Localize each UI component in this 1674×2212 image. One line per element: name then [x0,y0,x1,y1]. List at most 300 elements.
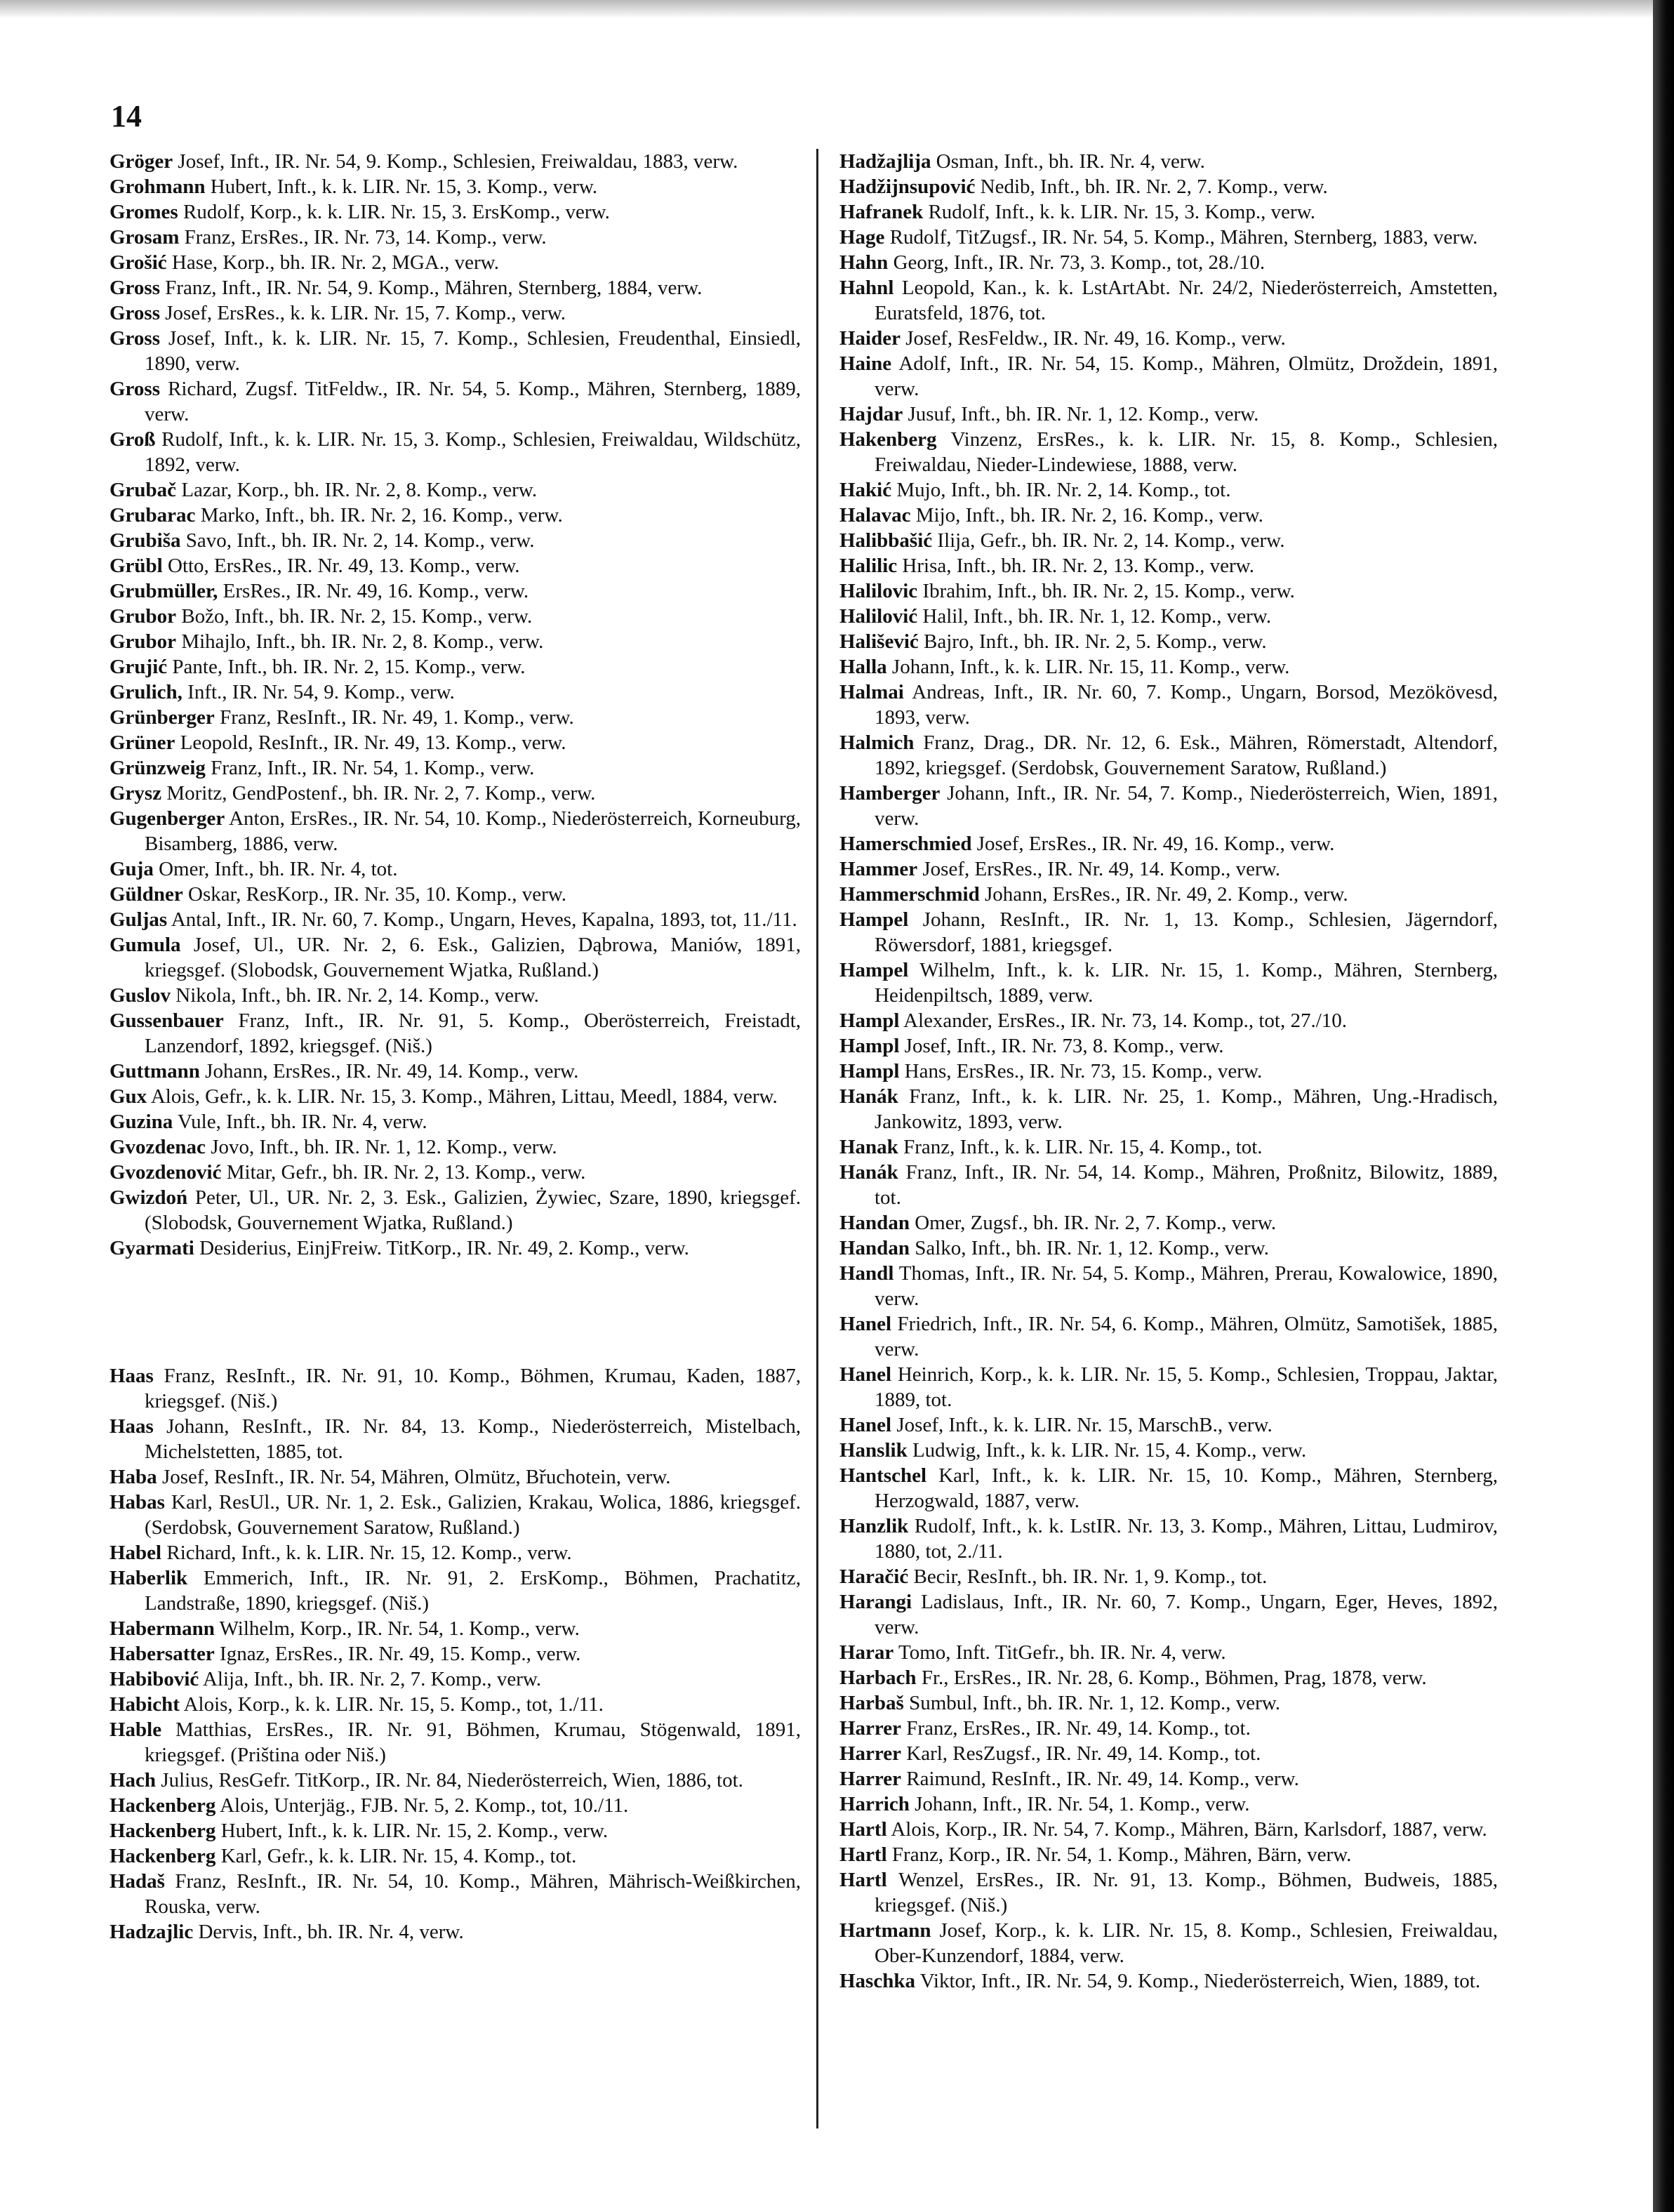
entry-details: Josef, Inft., IR. Nr. 54, 9. Komp., Schlesien, Freiwaldau, 1883, verw. [178,150,738,173]
register-entry [109,730,801,755]
register-entry [109,1185,801,1236]
entry-surname: Hampl [839,1035,900,1057]
register-entry [839,1008,1498,1033]
entry-surname: Grubor [109,630,177,653]
register-entry [839,149,1498,174]
entry-surname: Halavac [839,504,911,526]
register-entry [109,1667,801,1692]
entry-details: Savo, Inft., bh. IR. Nr. 2, 14. Komp., verw. [185,529,535,552]
entry-surname: Güldner [109,883,183,906]
register-entry [839,402,1498,427]
entry-details: Julius, ResGefr. TitKorp., IR. Nr. 84, Niederösterreich, Wien, 1886, tot. [161,1769,743,1792]
entry-details: Franz, Inft., IR. Nr. 54, 1. Komp., verw. [211,757,535,779]
entry-details: Franz, ResInft., IR. Nr. 49, 1. Komp., verw. [220,706,574,729]
entry-details: Johann, Inft., IR. Nr. 54, 1. Komp., verw. [915,1793,1250,1815]
register-entry [109,1008,801,1059]
entry-surname: Halilović [839,605,918,628]
entry-details: Josef, ResFeldw., IR. Nr. 49, 16. Komp., verw. [905,327,1286,350]
register-entry [109,1818,801,1843]
entry-surname: Halmich [839,731,915,754]
left-column [109,149,801,1945]
register-entry [109,1084,801,1109]
register-entry [109,983,801,1008]
entry-surname: Halilic [839,555,898,577]
register-entry [839,1792,1498,1817]
entry-surname: Habicht [109,1693,180,1716]
register-entry [839,1640,1498,1665]
entry-details: Ludwig, Inft., k. k. LIR. Nr. 15, 4. Komp., verw. [912,1439,1307,1462]
entry-details: Hase, Korp., bh. IR. Nr. 2, MGA., verw. [171,251,499,274]
entry-surname: Grubač [109,479,177,501]
register-entry [109,1109,801,1134]
register-entry [839,604,1498,629]
entry-surname: Hampl [839,1060,900,1082]
entry-details: Richard, Inft., k. k. LIR. Nr. 15, 12. Komp., verw. [166,1542,572,1564]
entry-surname: Gross [109,378,160,400]
entry-surname: Haberlik [109,1567,188,1589]
entry-details: Božo, Inft., bh. IR. Nr. 2, 15. Komp., verw. [181,605,533,628]
entry-surname: Hampel [839,959,909,981]
register-entry [839,528,1498,553]
register-entry [109,528,801,553]
register-entry [109,1565,801,1616]
entry-details: Emmerich, Inft., IR. Nr. 91, 2. ErsKomp., Böhmen, Prachatitz, Landstraße, 1890, kriegsgef. (Niš.) [145,1567,802,1615]
entry-surname: Hadaš [109,1870,165,1893]
register-entry [109,932,801,983]
register-entry [109,553,801,578]
register-entry [109,1540,801,1565]
entry-details: Lazar, Korp., bh. IR. Nr. 2, 8. Komp., verw. [181,479,538,501]
entry-details: Franz, ErsRes., IR. Nr. 73, 14. Komp., verw. [184,226,547,249]
entry-details: Franz, ResInft., IR. Nr. 54, 10. Komp., Mähren, Mährisch-Weißkirchen, Rouska, verw. [145,1870,802,1918]
entry-surname: Hanel [839,1313,892,1335]
entry-surname: Gross [109,327,160,350]
entry-details: Alois, Unterjäg., FJB. Nr. 5, 2. Komp., tot, 10./11. [220,1794,629,1817]
entry-details: Mijo, Inft., bh. IR. Nr. 2, 16. Komp., verw. [915,504,1263,526]
register-entry [839,503,1498,528]
register-entry [109,1641,801,1667]
register-entry [839,1741,1498,1766]
entry-surname: Hakić [839,479,892,501]
entry-surname: Guzina [109,1111,173,1133]
register-entry [109,781,801,806]
entry-surname: Halibbašić [839,529,933,552]
register-entry [839,225,1498,250]
entry-details: Omer, Inft., bh. IR. Nr. 4, tot. [159,858,398,880]
scan-top-shadow [0,0,1674,18]
entry-surname: Harrich [839,1793,910,1815]
entry-details: Josef, ResInft., IR. Nr. 54, Mähren, Olmütz, Břuchotein, verw. [161,1466,671,1488]
entry-surname: Guja [109,858,154,880]
entry-surname: Grubor [109,605,177,628]
entry-details: Franz, Korp., IR. Nr. 54, 1. Komp., Mähren, Bärn, verw. [891,1843,1352,1866]
register-entry [109,250,801,275]
entry-surname: Hammer [839,858,918,880]
register-entry [109,629,801,654]
entry-surname: Hadzajlic [109,1921,194,1943]
entry-details: Moritz, GendPostenf., bh. IR. Nr. 2, 7. Komp., verw. [166,782,596,804]
register-entry [109,705,801,730]
register-entry [839,427,1498,477]
register-entry [109,578,801,604]
entry-details: Mitar, Gefr., bh. IR. Nr. 2, 13. Komp., verw. [226,1161,586,1184]
entry-details: Karl, ResZugsf., IR. Nr. 49, 14. Komp., tot. [906,1742,1261,1765]
register-entry [109,1919,801,1945]
register-entry [109,1843,801,1869]
entry-details: Franz, Inft., k. k. LIR. Nr. 15, 4. Komp., tot. [903,1136,1263,1158]
register-entry [839,1842,1498,1867]
register-entry [109,1464,801,1490]
register-entry [839,351,1498,402]
entry-surname: Grubiša [109,529,181,552]
entry-surname: Hartmann [839,1919,931,1942]
entry-details: Josef, ErsRes., IR. Nr. 49, 14. Komp., verw. [922,858,1280,880]
register-entry [839,629,1498,654]
register-entry [839,1362,1498,1412]
entry-surname: Hanák [839,1161,898,1184]
register-entry [109,477,801,503]
entry-details: Heinrich, Korp., k. k. LIR. Nr. 15, 5. Komp., Schlesien, Troppau, Jaktar, 1889, tot. [875,1363,1499,1411]
register-entry [109,149,801,174]
entry-surname: Haračić [839,1565,909,1588]
entry-surname: Hartl [839,1869,887,1891]
entry-surname: Grulich, [109,681,182,703]
entry-details: Hans, ErsRes., IR. Nr. 73, 15. Komp., verw. [904,1060,1263,1082]
entry-surname: Haas [109,1415,154,1438]
entry-surname: Halla [839,656,887,678]
entry-details: Johann, Inft., IR. Nr. 54, 7. Komp., Niederösterreich, Wien, 1891, verw. [875,782,1499,830]
entry-surname: Groß [109,428,156,451]
entry-details: Rudolf, Inft., k. k. LstIR. Nr. 13, 3. Komp., Mähren, Littau, Ludmirov, 1880, tot, 2./11. [875,1515,1498,1563]
entry-details: Wilhelm, Inft., k. k. LIR. Nr. 15, 1. Komp., Mähren, Sternberg, Heidenpiltsch, 1889, verw. [875,959,1498,1007]
register-entry [839,553,1498,578]
entry-surname: Hamberger [839,782,941,804]
register-entry [839,578,1498,604]
entry-surname: Grübl [109,555,163,577]
entry-details: Vinzenz, ErsRes., k. k. LIR. Nr. 15, 8. Komp., Schlesien, Freiwaldau, Nieder-Lindewiese, 1888, verw. [875,428,1498,476]
register-entry [109,1869,801,1919]
register-entry [839,1236,1498,1261]
register-entry [839,1716,1498,1741]
entry-surname: Hahnl [839,277,894,299]
register-entry [839,1690,1498,1716]
entry-details: Anton, ErsRes., IR. Nr. 54, 10. Komp., Niederösterreich, Korneuburg, Bisamberg, 1886, verw. [145,807,801,855]
entry-details: Osman, Inft., bh. IR. Nr. 4, verw. [936,150,1205,173]
register-entry [839,907,1498,958]
register-entry [839,1918,1498,1968]
entry-details: Hrisa, Inft., bh. IR. Nr. 2, 13. Komp., verw. [902,555,1254,577]
entry-surname: Hafranek [839,201,924,223]
register-entry [839,781,1498,831]
entry-surname: Hartl [839,1818,887,1841]
register-entry [109,199,801,225]
entry-surname: Handan [839,1237,910,1259]
register-entry [109,1717,801,1768]
register-entry [839,1033,1498,1059]
register-entry [109,427,801,477]
entry-surname: Gwizdoń [109,1186,188,1209]
entry-details: Hubert, Inft., k. k. LIR. Nr. 15, 3. Komp., verw. [210,175,598,198]
entry-details: Josef, Ul., UR. Nr. 2, 6. Esk., Galizien, Dąbrowa, Maniów, 1891, kriegsgef. (Slobodsk, Gouvernement Wjatka, Rußland.) [145,934,801,981]
entry-surname: Hampel [839,908,909,931]
register-entry [839,958,1498,1008]
entry-details: Karl, Gefr., k. k. LIR. Nr. 15, 4. Komp., tot. [220,1845,577,1867]
entry-details: ErsRes., IR. Nr. 49, 16. Komp., verw. [222,580,529,602]
register-entry [109,1616,801,1641]
register-entry [109,604,801,629]
entry-details: Josef, ErsRes., IR. Nr. 49, 16. Komp., verw. [976,833,1335,855]
register-entry [109,1363,801,1414]
entry-details: Mihajlo, Inft., bh. IR. Nr. 2, 8. Komp., verw. [181,630,544,653]
register-entry [839,1766,1498,1792]
entry-surname: Hajdar [839,403,903,425]
register-entry [109,882,801,907]
entry-details: Josef, Inft., IR. Nr. 73, 8. Komp., verw. [904,1035,1224,1057]
entry-surname: Habel [109,1542,162,1564]
entry-details: Richard, Zugsf. TitFeldw., IR. Nr. 54, 5. Komp., Mähren, Sternberg, 1889, verw. [145,378,802,425]
register-entry [109,654,801,680]
entry-details: Franz, Inft., k. k. LIR. Nr. 25, 1. Komp., Mähren, Ung.-Hradisch, Jankowitz, 1893, verw. [875,1085,1498,1133]
entry-details: Alois, Korp., k. k. LIR. Nr. 15, 5. Komp., tot, 1./11. [183,1693,604,1716]
entry-details: Thomas, Inft., IR. Nr. 54, 5. Komp., Mähren, Prerau, Kowalowice, 1890, verw. [875,1262,1498,1310]
entry-surname: Haas [109,1365,154,1387]
entry-surname: Gromes [109,201,178,223]
entry-surname: Hackenberg [109,1845,216,1867]
entry-details: Otto, ErsRes., IR. Nr. 49, 13. Komp., verw. [168,555,520,577]
entry-details: Omer, Zugsf., bh. IR. Nr. 2, 7. Komp., verw. [915,1212,1277,1234]
register-entry [839,730,1498,781]
register-entry [109,300,801,326]
entry-details: Ignaz, ErsRes., IR. Nr. 49, 15. Komp., verw. [220,1643,581,1665]
entry-details: Franz, ErsRes., IR. Nr. 49, 14. Komp., tot. [906,1717,1251,1740]
entry-details: Franz, Inft., IR. Nr. 54, 9. Komp., Mähren, Sternberg, 1884, verw. [165,277,703,299]
register-entry [839,477,1498,503]
entry-surname: Hackenberg [109,1820,216,1842]
register-entry [839,1589,1498,1640]
register-entry [839,1968,1498,1994]
entry-surname: Hage [839,226,885,249]
entry-surname: Hable [109,1718,162,1741]
entry-surname: Gumula [109,934,181,956]
register-entry [839,1665,1498,1690]
register-entry [109,1692,801,1717]
entry-surname: Guttmann [109,1060,200,1082]
entry-details: Ladislaus, Inft., IR. Nr. 60, 7. Komp., Ungarn, Eger, Heves, 1892, verw. [875,1591,1499,1638]
entry-details: Wenzel, ErsRes., IR. Nr. 91, 13. Komp., Böhmen, Budweis, 1885, kriegsgef. (Niš.) [875,1869,1498,1916]
entry-details: Leopold, ResInft., IR. Nr. 49, 13. Komp., verw. [180,731,566,754]
register-entry [109,680,801,705]
entry-details: Karl, Inft., k. k. LIR. Nr. 15, 10. Komp., Mähren, Sternberg, Herzogwald, 1887, verw. [875,1464,1498,1512]
entry-surname: Hanák [839,1085,898,1108]
register-entry [109,1236,801,1261]
entry-details: Franz, ResInft., IR. Nr. 91, 10. Komp., Böhmen, Krumau, Kaden, 1887, kriegsgef. (Niš.) [145,1365,801,1412]
entry-surname: Hadžajlija [839,150,931,173]
entry-details: Rudolf, Inft., k. k. LIR. Nr. 15, 3. Komp., verw. [928,201,1315,223]
entry-surname: Grubarac [109,504,196,526]
register-entry [109,225,801,250]
register-entry [839,250,1498,275]
register-entry [839,1160,1498,1210]
entry-details: Franz, Inft., IR. Nr. 54, 14. Komp., Mähren, Proßnitz, Bilowitz, 1889, tot. [875,1161,1498,1209]
register-entry [839,1134,1498,1160]
register-entry [839,882,1498,907]
entry-surname: Harrer [839,1717,902,1740]
entry-surname: Handan [839,1212,910,1234]
page-number: 14 [111,99,142,133]
entry-details: Antal, Inft., IR. Nr. 60, 7. Komp., Ungarn, Heves, Kapalna, 1893, tot, 11./11. [171,908,797,931]
register-entry [839,831,1498,856]
entry-details: Alois, Korp., IR. Nr. 54, 7. Komp., Mähren, Bärn, Karlsdorf, 1887, verw. [891,1818,1487,1841]
entry-surname: Gross [109,277,160,299]
register-entry [839,1412,1498,1438]
entry-surname: Halmai [839,681,904,703]
entry-details: Alois, Gefr., k. k. LIR. Nr. 15, 3. Komp., Mähren, Littau, Meedl, 1884, verw. [150,1085,778,1108]
register-entry [839,1261,1498,1311]
entry-surname: Hanak [839,1136,898,1158]
register-entry [839,1438,1498,1463]
entry-details: Bajro, Inft., bh. IR. Nr. 2, 5. Komp., verw. [924,630,1267,653]
entry-details: Franz, Inft., IR. Nr. 91, 5. Komp., Oberösterreich, Freistadt, Lanzendorf, 1892, kriegsgef. (Niš.) [145,1009,802,1057]
entry-surname: Habas [109,1491,165,1514]
entry-details: Ibrahim, Inft., bh. IR. Nr. 2, 15. Komp., verw. [922,580,1295,602]
entry-details: Fr., ErsRes., IR. Nr. 28, 6. Komp., Böhmen, Prag, 1878, verw. [921,1667,1427,1689]
entry-surname: Gyarmati [109,1237,194,1259]
register-entry [839,1059,1498,1084]
entry-details: Hubert, Inft., k. k. LIR. Nr. 15, 2. Komp., verw. [220,1820,609,1842]
entry-surname: Guslov [109,984,171,1007]
entry-details: Raimund, ResInft., IR. Nr. 49, 14. Komp., verw. [906,1768,1299,1790]
entry-surname: Hanel [839,1363,892,1386]
register-entry [109,1160,801,1185]
entry-surname: Grysz [109,782,162,804]
entry-surname: Grubmüller, [109,580,218,602]
entry-details: Halil, Inft., bh. IR. Nr. 1, 12. Komp., verw. [922,605,1272,628]
entry-surname: Habersatter [109,1643,215,1665]
entry-details: Rudolf, Korp., k. k. LIR. Nr. 15, 3. ErsKomp., verw. [182,201,610,223]
entry-details: Johann, ErsRes., IR. Nr. 49, 2. Komp., verw. [985,883,1348,906]
register-entry [839,1867,1498,1918]
entry-details: Becir, ResInft., bh. IR. Nr. 1, 9. Komp., tot. [913,1565,1268,1588]
entry-surname: Harrer [839,1742,902,1765]
register-entry [109,326,801,376]
entry-details: Tomo, Inft. TitGefr., bh. IR. Nr. 4, verw. [898,1641,1226,1664]
register-entry [839,1311,1498,1362]
register-entry [109,856,801,882]
entry-surname: Grünberger [109,706,215,729]
entry-details: Matthias, ErsRes., IR. Nr. 91, Böhmen, Krumau, Stögenwald, 1891, kriegsgef. (Priština oder Niš.) [145,1718,802,1766]
register-entry [109,1768,801,1793]
entry-surname: Hantschel [839,1464,927,1487]
register-entry [839,1463,1498,1514]
register-entry [109,376,801,427]
entry-surname: Haine [839,352,892,375]
entry-surname: Hackenberg [109,1794,216,1817]
entry-surname: Hakenberg [839,428,937,451]
entry-details: Franz, Drag., DR. Nr. 12, 6. Esk., Mähren, Römerstadt, Altendorf, 1892, kriegsgef. (Serdobsk, Gouvernement Saratow, Rußland.) [875,731,1498,779]
entry-surname: Habibović [109,1668,199,1690]
register-entry [109,1134,801,1160]
entry-details: Vule, Inft., bh. IR. Nr. 4, verw. [177,1111,427,1133]
register-entry [109,503,801,528]
entry-details: Wilhelm, Korp., IR. Nr. 54, 1. Komp., verw. [219,1617,580,1640]
entry-details: Jusuf, Inft., bh. IR. Nr. 1, 12. Komp., verw. [908,403,1259,425]
entry-surname: Gvozdenović [109,1161,222,1184]
entry-details: Andreas, Inft., IR. Nr. 60, 7. Komp., Ungarn, Borsod, Mezökövesd, 1893, verw. [875,681,1498,729]
register-entry [109,755,801,781]
register-entry [109,275,801,300]
register-entry [839,174,1498,199]
entry-details: Alija, Inft., bh. IR. Nr. 2, 7. Komp., verw. [202,1668,542,1690]
entry-details: Peter, Ul., UR. Nr. 2, 3. Esk., Galizien, Żywiec, Szare, 1890, kriegsgef. (Slobodsk, Gouvernement Wjatka, Rußland.) [145,1186,802,1234]
entry-surname: Gussenbauer [109,1009,224,1032]
entry-surname: Harrer [839,1768,902,1790]
right-column [839,149,1498,1994]
entry-surname: Haba [109,1466,157,1488]
entry-details: Karl, ResUl., UR. Nr. 1, 2. Esk., Galizien, Krakau, Wolica, 1886, kriegsgef. (Serdobsk, Gouvernement Saratow, Rußland.) [145,1491,802,1539]
entry-surname: Hališević [839,630,919,653]
entry-surname: Hadžijnsupović [839,175,976,198]
entry-details: Inft., IR. Nr. 54, 9. Komp., verw. [187,681,455,703]
entry-details: Pante, Inft., bh. IR. Nr. 2, 15. Komp., verw. [172,656,526,678]
entry-surname: Gux [109,1085,147,1108]
register-entry [109,1414,801,1464]
register-entry [109,806,801,856]
register-entry [839,680,1498,730]
register-entry [839,1084,1498,1134]
entry-surname: Hamerschmied [839,833,972,855]
entry-details: Oskar, ResKorp., IR. Nr. 35, 10. Komp., verw. [188,883,567,906]
entry-details: Josef, Korp., k. k. LIR. Nr. 15, 8. Komp., Schlesien, Freiwaldau, Ober-Kunzendorf, 1884, verw. [875,1919,1499,1967]
register-entry [839,1817,1498,1842]
entry-surname: Haschka [839,1970,915,1992]
entry-details: Johann, ResInft., IR. Nr. 1, 13. Komp., Schlesien, Jägerndorf, Röwersdorf, 1881, kriegsgef. [875,908,1498,956]
register-entry [839,654,1498,680]
entry-surname: Haider [839,327,901,350]
entry-surname: Habermann [109,1617,215,1640]
entry-surname: Handl [839,1262,894,1285]
entry-details: Adolf, Inft., IR. Nr. 54, 15. Komp., Mähren, Olmütz, Droždein, 1891, verw. [875,352,1498,400]
register-entry [839,1210,1498,1236]
entry-surname: Hach [109,1769,157,1792]
entry-surname: Hanzlik [839,1515,909,1537]
scan-right-edge [1653,0,1674,2212]
entry-surname: Halilovic [839,580,918,602]
entry-details: Friedrich, Inft., IR. Nr. 54, 6. Komp., Mähren, Olmütz, Samotišek, 1885, verw. [875,1313,1498,1360]
entry-surname: Hanslik [839,1439,908,1462]
entry-surname: Harar [839,1641,894,1664]
entry-surname: Gröger [109,150,173,173]
entry-details: Sumbul, Inft., bh. IR. Nr. 1, 12. Komp., verw. [909,1692,1281,1714]
entry-surname: Gvozdenac [109,1136,206,1158]
column-divider [816,149,818,2128]
entry-details: Josef, Inft., k. k. LIR. Nr. 15, 7. Komp., Schlesien, Freudenthal, Einsiedl, 1890, verw. [145,327,802,375]
entry-details: Georg, Inft., IR. Nr. 73, 3. Komp., tot, 28./10. [893,251,1266,274]
entry-surname: Hartl [839,1843,887,1866]
entry-surname: Grosam [109,226,180,249]
register-entry [839,856,1498,882]
entry-details: Josef, Inft., k. k. LIR. Nr. 15, MarschB., verw. [896,1414,1273,1436]
entry-surname: Gugenberger [109,807,225,830]
register-entry [109,907,801,932]
entry-details: Johann, ErsRes., IR. Nr. 49, 14. Komp., verw. [205,1060,579,1082]
register-entry [839,1514,1498,1564]
entry-surname: Guljas [109,908,168,931]
entry-details: Johann, Inft., k. k. LIR. Nr. 15, 11. Komp., verw. [891,656,1290,678]
entry-surname: Grünzweig [109,757,206,779]
entry-surname: Gross [109,302,160,324]
entry-details: Jovo, Inft., bh. IR. Nr. 1, 12. Komp., verw. [211,1136,557,1158]
entry-surname: Hanel [839,1414,892,1436]
